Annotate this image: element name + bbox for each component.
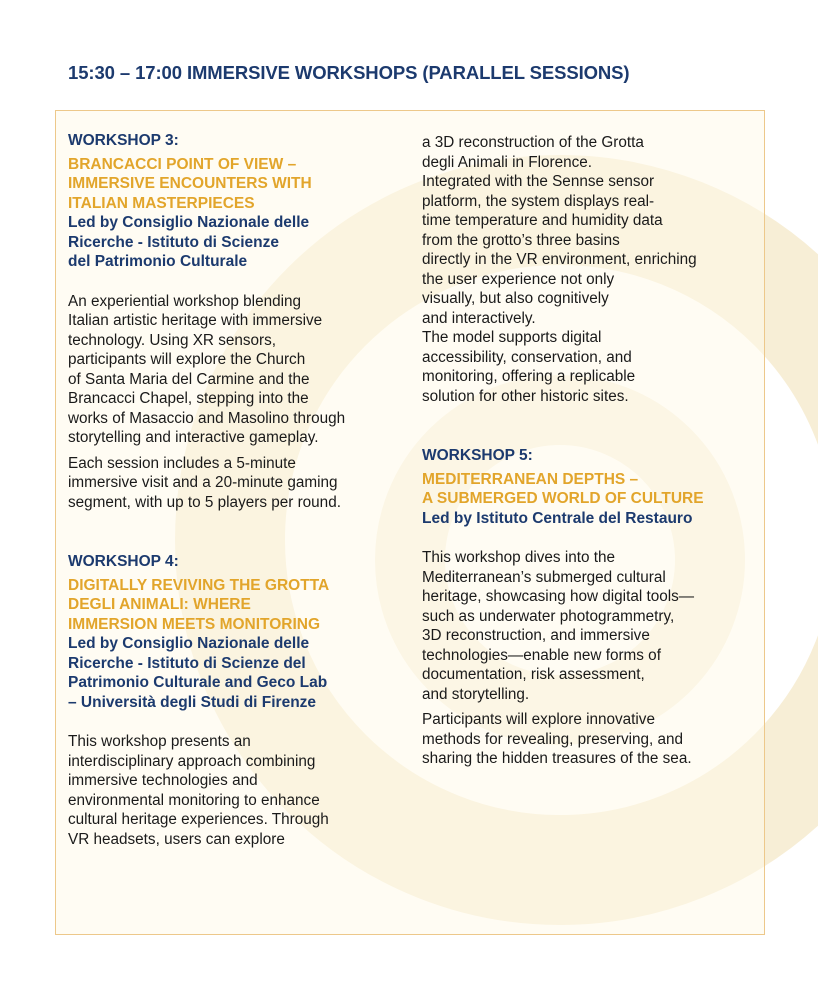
body-line: 3D reconstruction, and immersive [422,627,650,644]
body-line: accessibility, conservation, and [422,348,632,366]
body-line: Integrated with the Sennse sensor [422,173,655,190]
body-line: and interactively. [422,309,536,327]
workshop-3-title [68,155,408,214]
body-line: Italian artistic heritage with immersive [68,312,323,329]
body-line: degli Animali in Florence. [422,153,593,171]
body-line: directly in the VR environment, enriching [422,251,697,268]
body-line: and storytelling. [422,685,530,703]
body-line: visually, but also cognitively [422,290,609,307]
body-line: Brancacci Chapel, stepping into the [68,390,309,407]
workshop-3-led-line: del Patrimonio Culturale [68,253,248,270]
workshop-4 [68,552,408,849]
workshop-4-description [68,732,408,849]
body-line: from the grotto’s three basins [422,231,620,249]
workshop-4-led-line: Led by Consiglio Nazionale delle [68,635,310,652]
body-line: segment, with up to 5 players per round. [68,493,341,511]
workshop-4-label: WORKSHOP 4: [68,553,179,570]
body-line: such as underwater photogrammetry, [422,607,675,625]
body-line: a 3D reconstruction of the Grotta [422,134,644,151]
right-column [422,133,762,769]
body-line: technologies—enable new forms of [422,646,661,664]
workshop-5-title-line: MEDITERRANEAN DEPTHS – [422,470,639,488]
workshop-5 [422,446,762,769]
workshop-4-led-line: Ricerche - Istituto di Scienze del [68,654,306,672]
workshop-5-led-by [422,509,762,529]
body-line: Mediterranean’s submerged cultural [422,568,666,586]
workshop-3-led-line: Led by Consiglio Nazionale delle [68,214,310,231]
workshop-4-led-by [68,634,408,712]
body-line: interdisciplinary approach combining [68,752,316,770]
body-line: solution for other historic sites. [422,387,629,405]
workshop-5-title-line: A SUBMERGED WORLD OF CULTURE [422,490,704,507]
workshop-4-led-line: Patrimonio Culturale and Geco Lab [68,674,328,691]
workshop-3-led-by [68,213,408,272]
workshop-4-title-line: IMMERSION MEETS MONITORING [68,615,321,633]
body-line: platform, the system displays real- [422,192,655,210]
body-line: The model supports digital [422,329,602,346]
body-line: methods for revealing, preserving, and [422,730,684,748]
workshop-5-led-line: Led by Istituto Centrale del Restauro [422,509,693,527]
body-line: storytelling and interactive gameplay. [68,429,319,446]
page-title: 15:30 – 17:00 IMMERSIVE WORKSHOPS (PARALLEL SESSIONS) [68,62,630,83]
workshop-5-label: WORKSHOP 5: [422,447,533,464]
body-line: the user experience not only [422,270,615,288]
body-line: monitoring, offering a replicable [422,368,636,385]
workshop-3-title-line: ITALIAN MASTERPIECES [68,194,255,212]
body-line: environmental monitoring to enhance [68,791,320,809]
workshop-3-title-line: BRANCACCI POINT OF VIEW – [68,155,297,173]
body-line: An experiential workshop blending [68,292,302,310]
workshop-4-led-line: – Università degli Studi di Firenze [68,693,317,711]
body-line: technology. Using XR sensors, [68,331,277,349]
body-line: This workshop presents an [68,733,251,750]
workshop-3-label: WORKSHOP 3: [68,132,179,149]
workshop-5-participants-info [422,710,762,769]
body-line: participants will explore the Church [68,351,306,368]
body-line: sharing the hidden treasures of the sea. [422,750,692,767]
body-line: This workshop dives into the [422,549,616,566]
workshop-3-session-info [68,454,408,513]
body-line: immersive technologies and [68,772,258,789]
workshop-5-description [422,548,762,704]
workshop-4-title [68,576,408,635]
workshop-3-title-line: IMMERSIVE ENCOUNTERS WITH [68,175,312,192]
left-column [68,131,408,849]
body-line: time temperature and humidity data [422,212,663,229]
workshop-5-title [422,470,762,509]
body-line: heritage, showcasing how digital tools— [422,588,695,605]
body-line: of Santa Maria del Carmine and the [68,370,310,388]
workshop-3-led-line: Ricerche - Istituto di Scienze [68,233,280,251]
body-line: Each session includes a 5-minute [68,454,296,472]
body-line: works of Masaccio and Masolino through [68,409,346,427]
workshop-4-continued [422,133,762,406]
workshop-3 [68,131,408,512]
workshop-4-title-line: DEGLI ANIMALI: WHERE [68,596,251,613]
workshop-3-description [68,292,408,448]
body-line: immersive visit and a 20-minute gaming [68,474,338,491]
workshop-4-title-line: DIGITALLY REVIVING THE GROTTA [68,576,330,594]
body-line: Participants will explore innovative [422,711,655,728]
body-line: cultural heritage experiences. Through [68,811,329,828]
body-line: VR headsets, users can explore [68,830,285,848]
body-line: documentation, risk assessment, [422,666,645,683]
